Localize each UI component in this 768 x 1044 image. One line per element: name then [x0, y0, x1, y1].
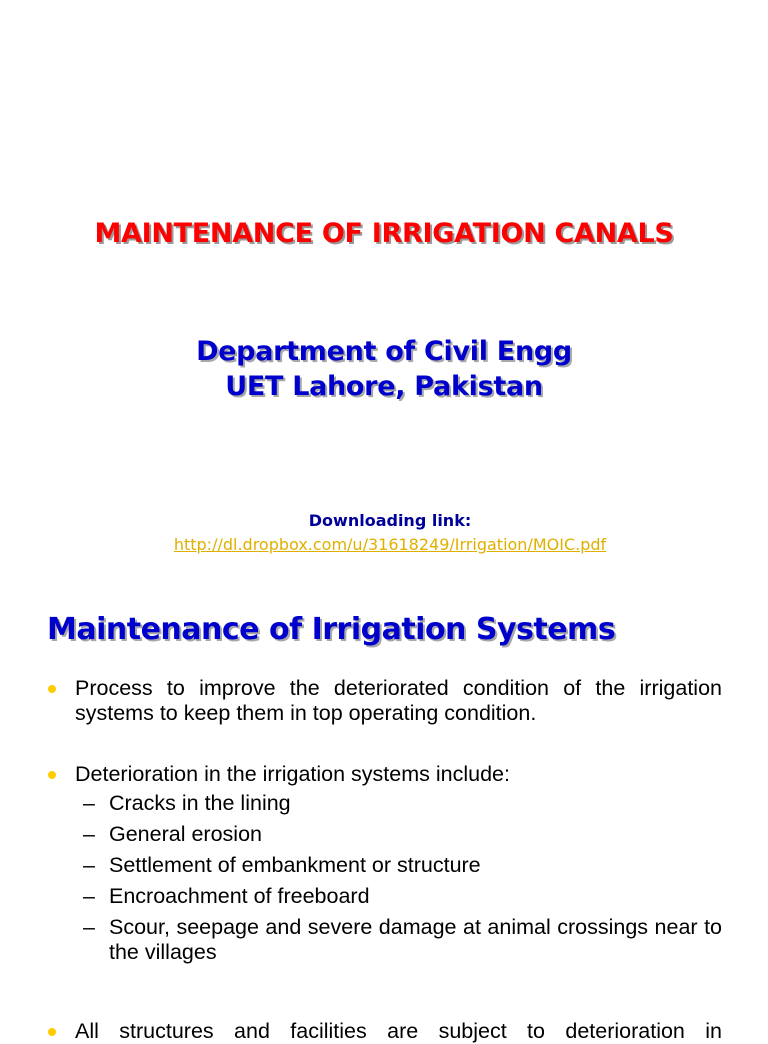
bullet-text: All structures and facilities are subject to deterioration in — [75, 1019, 722, 1043]
sub-item — [75, 853, 722, 878]
download-link[interactable]: http://dl.dropbox.com/u/31618249/Irrigation/MOIC.pdf — [173, 535, 607, 554]
bullet-item — [47, 676, 722, 726]
university-name: UET Lahore, Pakistan — [225, 371, 543, 402]
bullet-list — [47, 676, 722, 1044]
sub-item-text: Scour, seepage and severe damage at animal crossings near to the villages — [109, 915, 722, 964]
section-heading: Maintenance of Irrigation Systems — [47, 612, 616, 647]
dash-marker: – — [83, 853, 95, 877]
bullet-text: Process to improve the deteriorated condition of the irrigation systems to keep them in top operating condition. — [75, 676, 722, 725]
sub-item-text: Settlement of embankment or structure — [109, 853, 481, 877]
sub-item — [75, 884, 722, 909]
bullet-dot — [48, 685, 56, 693]
bullet-dot — [48, 1028, 56, 1036]
sub-list — [75, 791, 722, 965]
dash-marker: – — [83, 915, 95, 939]
sub-item-text: Cracks in the lining — [109, 791, 291, 815]
bullet-text: Deterioration in the irrigation systems include: — [75, 762, 510, 786]
bullet-item — [47, 1019, 722, 1044]
sub-item — [75, 822, 722, 847]
dash-marker: – — [83, 884, 95, 908]
sub-item-text: Encroachment of freeboard — [109, 884, 370, 908]
bullet-dot — [48, 771, 56, 779]
sub-item — [75, 791, 722, 816]
department-name: Department of Civil Engg — [196, 336, 572, 367]
dash-marker: – — [83, 822, 95, 846]
sub-item-text: General erosion — [109, 822, 262, 846]
department-block — [0, 334, 768, 404]
sub-item — [75, 915, 722, 965]
download-label: Downloading link: — [308, 511, 472, 530]
bullet-item — [47, 762, 722, 965]
dash-marker: – — [83, 791, 95, 815]
slide-title: MAINTENANCE OF IRRIGATION CANALS — [94, 218, 674, 249]
